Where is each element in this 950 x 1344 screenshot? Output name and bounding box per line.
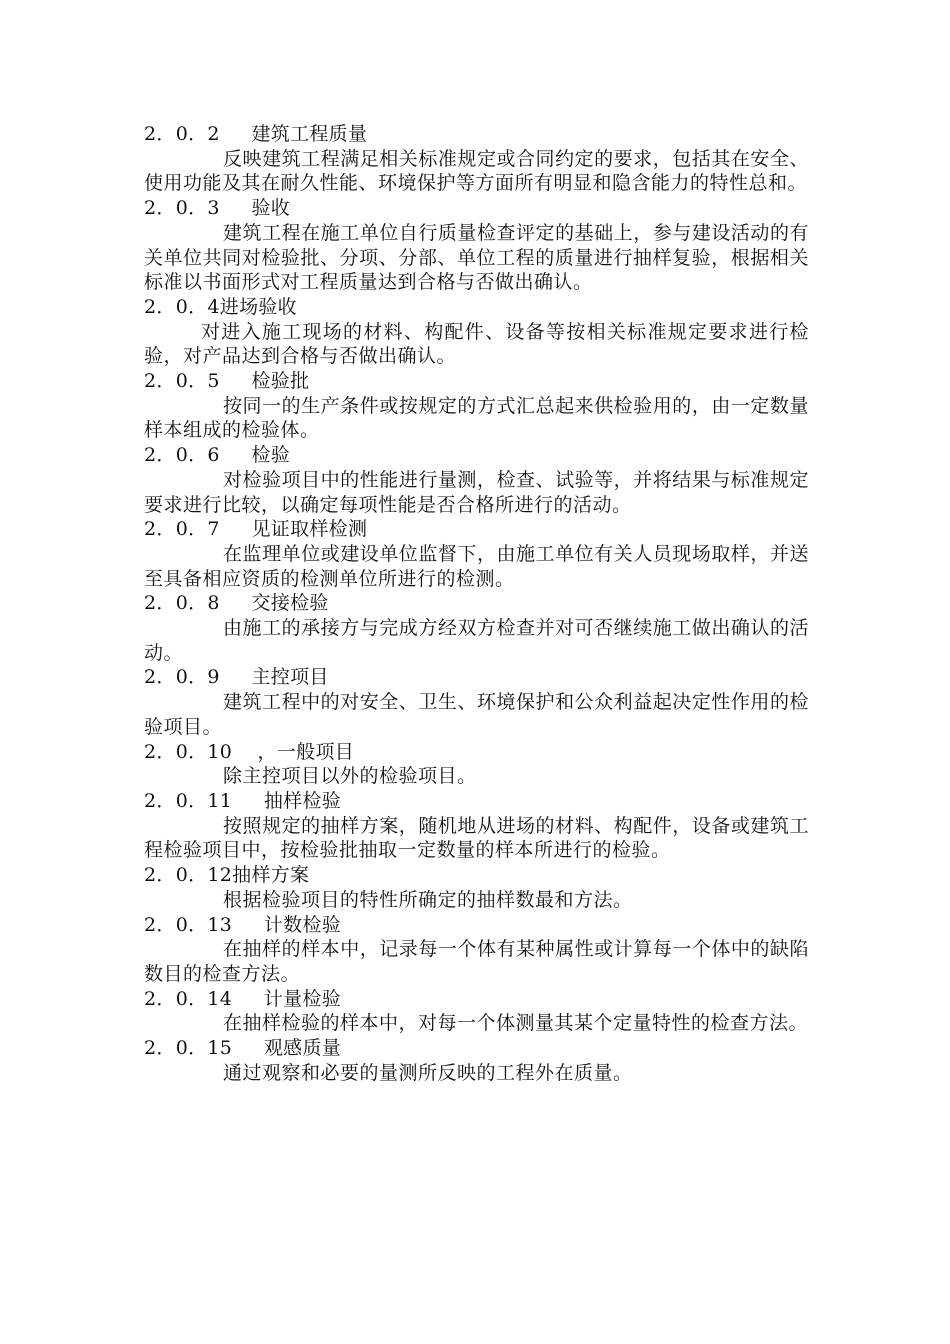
entry-definition: 对进入施工现场的材料、构配件、设备等按相关标准规定要求进行检验，对产品达到合格与否做出确认。 [144, 320, 809, 368]
entry-heading [144, 369, 809, 394]
entry-2-0-3 [144, 196, 809, 295]
entry-heading [144, 665, 809, 690]
entry-heading [144, 517, 809, 542]
document-body [144, 122, 809, 1085]
entry-2-0-12 [144, 863, 809, 912]
entry-term: 主控项目 [251, 666, 329, 689]
entry-term: 抽样检验 [263, 789, 342, 812]
entry-number: 2．0．8 [144, 592, 220, 615]
entry-term: 计量检验 [263, 987, 342, 1010]
entry-gap [220, 666, 252, 688]
entry-heading [144, 295, 809, 320]
entry-number: 2．0．7 [144, 518, 220, 541]
entry-heading [144, 740, 809, 765]
entry-2-0-7 [144, 517, 809, 591]
entry-gap [232, 741, 257, 763]
entry-heading [144, 913, 809, 938]
entry-number: 2．0．3 [144, 197, 220, 220]
entry-definition: 由施工的承接方与完成方经双方检查并对可否继续施工做出确认的活动。 [144, 617, 809, 664]
entry-number: 2．0．5 [144, 370, 220, 393]
entry-number: 2．0．2 [144, 123, 220, 145]
entry-definition: 通过观察和必要的量测所反映的工程外在质量。 [223, 1061, 633, 1084]
entry-definition: 在抽样检验的样本中，对每一个体测量其某个定量特性的检查方法。 [223, 1012, 809, 1035]
entry-heading [144, 196, 809, 221]
entry-gap [232, 988, 264, 1010]
entry-gap [220, 444, 252, 466]
entry-definition: 反映建筑工程满足相关标准规定或合同约定的要求，包括其在安全、使用功能及其在耐久性能、环境保护等方面所有明显和隐含能力的特性总和。 [144, 147, 809, 195]
entry-2-0-9 [144, 665, 809, 739]
entry-number: 2．0．4 [144, 295, 220, 318]
entry-definition: 按同一的生产条件或按规定的方式汇总起来供检验用的，由一定数量样本组成的检验体。 [144, 394, 809, 442]
entry-gap [220, 123, 252, 145]
entry-2-0-4 [144, 295, 809, 369]
entry-definition: 在监理单位或建设单位监督下，由施工单位有关人员现场取样，并送至具备相应资质的检测单位所进行的检测。 [144, 542, 809, 590]
entry-number: 2．0．14 [144, 987, 233, 1010]
entry-number: 2．0．6 [144, 444, 220, 467]
entry-term: 抽样方案 [232, 864, 310, 887]
entry-number: 2．0．9 [144, 666, 220, 689]
entry-gap [220, 197, 252, 219]
entry-heading [144, 1036, 809, 1061]
entry-term: 见证取样检测 [251, 518, 368, 541]
entry-2-0-8 [144, 591, 809, 665]
entry-2-0-6 [144, 443, 809, 517]
entry-definition: 在抽样的样本中，记录每一个体有某种属性或计算每一个体中的缺陷数目的检查方法。 [144, 938, 809, 985]
entry-term: 验收 [251, 197, 291, 220]
entry-definition: 建筑工程中的对安全、卫生、环境保护和公众利益起决定性作用的检验项目。 [144, 691, 809, 738]
entry-2-0-11 [144, 789, 809, 863]
entry-number: 2．0．11 [144, 789, 233, 812]
entry-number: 2．0．15 [144, 1037, 233, 1060]
entry-term: 检验 [251, 444, 291, 467]
entry-gap [232, 1037, 264, 1059]
entry-number: 2．0．10 [144, 740, 233, 763]
entry-term: 检验批 [251, 370, 310, 393]
entry-definition: 建筑工程在施工单位自行质量检查评定的基础上，参与建设活动的有关单位共同对检验批、分项、分部、单位工程的质量进行抽样复验，根据相关标准以书面形式对工程质量达到合格与否做出确认。 [144, 221, 809, 294]
entry-2-0-15 [144, 1036, 809, 1085]
entry-heading [144, 789, 809, 814]
entry-term: 建筑工程质量 [251, 123, 368, 145]
entry-2-0-13 [144, 913, 809, 987]
entry-gap [232, 790, 264, 812]
entry-gap [220, 518, 252, 540]
entry-gap [232, 914, 264, 936]
entry-term: 进场验收 [219, 295, 297, 318]
entry-term: ，一般项目 [257, 740, 355, 763]
entry-number: 2．0．12 [144, 864, 233, 887]
entry-definition: 根据检验项目的特性所确定的抽样数最和方法。 [223, 888, 633, 911]
entry-definition: 按照规定的抽样方案，随机地从进场的材料、构配件，设备或建筑工程检验项目中，按检验批抽取一定数量的样本所进行的检验。 [144, 814, 809, 862]
entry-2-0-14 [144, 987, 809, 1036]
entry-number: 2．0．13 [144, 913, 233, 936]
entry-term: 交接检验 [251, 592, 329, 615]
entry-heading [144, 443, 809, 468]
entry-term: 观感质量 [263, 1037, 342, 1060]
entry-heading [144, 863, 809, 888]
entry-heading [144, 122, 809, 147]
entry-heading [144, 987, 809, 1012]
entry-2-0-10 [144, 740, 809, 789]
entry-heading [144, 591, 809, 616]
entry-gap [220, 370, 252, 392]
entry-definition: 对检验项目中的性能进行量测，检查、试验等，并将结果与标准规定要求进行比较，以确定每项性能是否合格所进行的活动。 [144, 468, 809, 516]
entry-2-0-2 [144, 122, 809, 196]
entry-term: 计数检验 [263, 913, 342, 936]
entry-definition: 除主控项目以外的检验项目。 [223, 765, 477, 788]
entry-gap [220, 592, 252, 614]
entry-2-0-5 [144, 369, 809, 443]
